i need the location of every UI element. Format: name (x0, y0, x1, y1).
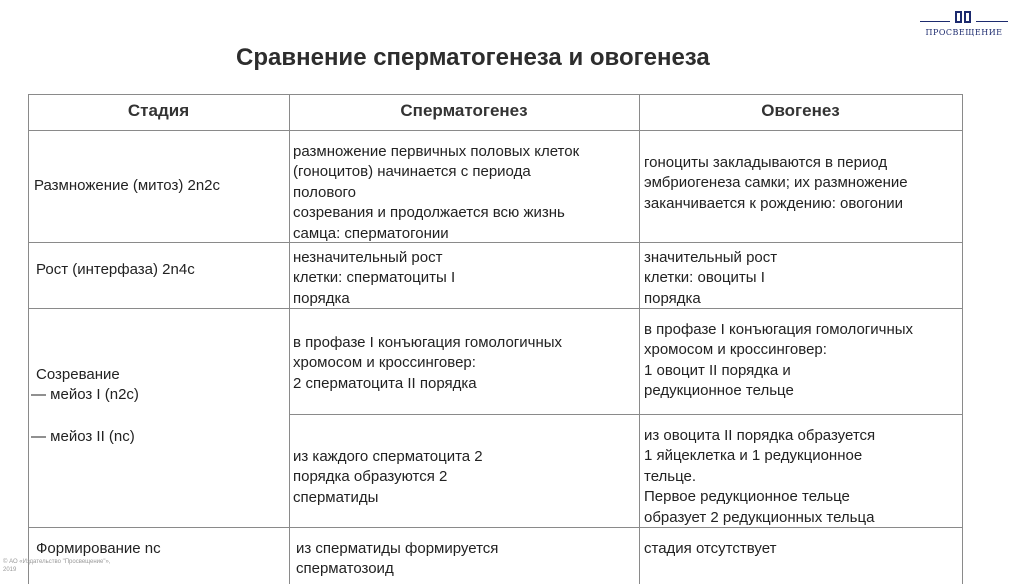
oo-formation: стадия отсутствует (644, 540, 777, 557)
row-divider (28, 308, 963, 309)
meiosis-divider (289, 414, 963, 415)
page-title: Сравнение сперматогенеза и овогенеза (236, 44, 710, 71)
table-border-left (28, 94, 29, 584)
header-stage: Стадия (127, 101, 190, 120)
header-spermatogenesis: Сперматогенез (400, 101, 528, 120)
sperm-meiosis-2: из каждого сперматоцита 2 порядка образуются 2 сперматиды (293, 448, 483, 506)
header-divider (28, 130, 963, 131)
stage-growth: Рост (интерфаза) 2n4c (36, 261, 195, 278)
logo-line-right (976, 21, 1008, 22)
copyright-footnote: © АО «Издательство "Просвещение"», 2019 (3, 559, 111, 573)
prosveshchenie-logo (918, 10, 1010, 42)
sperm-formation: из сперматиды формируется сперматозоид (296, 540, 499, 578)
sperm-growth: незначительный рост клетки: сперматоциты I порядка (293, 249, 456, 307)
oo-meiosis-1: в профазе I конъюгация гомологичных хромосом и кроссинговер: 1 овоцит II порядка и редукционное тельце (644, 321, 914, 400)
logo-mark-icon (954, 10, 972, 24)
logo-line-left (920, 21, 950, 22)
stage-reproduction: Размножение (митоз) 2n2c (34, 177, 221, 194)
header-oogenesis: Овогенез (761, 101, 840, 120)
oo-meiosis-2: из овоцита II порядка образуется 1 яйцеклетка и 1 редукционное тельце. Первое редукционное тельце образует 2 редукционных тельца (644, 427, 876, 526)
stage-formation: Формирование nc (36, 540, 161, 557)
oo-reproduction: гоноциты закладываются в период эмбриогенеза самки; их размножение заканчивается к рождению: овогонии (644, 154, 908, 212)
stage-meiosis-1: — мейоз I (n2c) (31, 386, 139, 403)
table-border-right (962, 94, 963, 584)
sperm-meiosis-1: в профазе I конъюгация гомологичных хромосом и кроссинговер: 2 сперматоцита II порядка (293, 334, 563, 392)
comparison-table (28, 94, 963, 584)
column-divider (639, 94, 640, 584)
stage-meiosis-2: — мейоз II (nc) (31, 428, 135, 445)
stage-maturation: Созревание (36, 366, 120, 383)
column-divider (289, 94, 290, 584)
oo-growth: значительный рост клетки: овоциты I порядка (644, 249, 778, 307)
sperm-reproduction: размножение первичных половых клеток (гоноцитов) начинается с периода полового созревания и продолжается всю жизнь самца: сперматогонии (293, 143, 580, 242)
logo-text: ПРОСВЕЩЕНИЕ (925, 28, 1003, 37)
